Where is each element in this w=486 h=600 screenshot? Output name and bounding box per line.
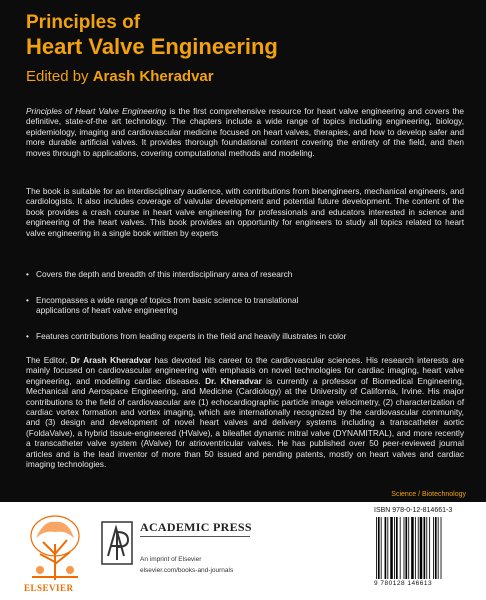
publisher-url: elsevier.com/books-and-journals	[140, 567, 234, 574]
bio-editor-name: Dr. Kheradvar	[205, 375, 262, 386]
bullet-item	[26, 269, 464, 279]
bio-editor-name: Dr Arash Kheradvar	[70, 355, 152, 365]
editor-credit	[26, 68, 214, 85]
edited-by-label: Edited by	[26, 68, 89, 85]
audience-paragraph: The book is suitable for an interdisciplinary audience, with contributions from bioengineers, mechanical engineers, and cardiologists. It also includes coverage of valvular development and potential future development. The content of the book provides a crash course in heart valve engineering for professionals and educators interested in science and engineering of the heart valves. This book provides an opportunity for engineers to study all topics related to heart valve engineering in a single book written by experts	[26, 186, 464, 238]
elsevier-wordmark: ELSEVIER	[24, 583, 74, 593]
academic-press-name: ACADEMIC PRESS	[140, 520, 252, 534]
elsevier-tree-logo-icon	[26, 510, 84, 586]
bullet-item	[26, 295, 464, 316]
title-line-2: Heart Valve Engineering	[26, 34, 278, 59]
intro-text: is the first comprehensive resource for heart valve engineering and covers the definitive, state-of-the art technology. The chapters include a wide range of topics including engineering, biology, epidemiology, imaging and cardiovascular medicine focused on heart valves, therapies, and how to develop safer and more durable artificial valves. It provides thorough foundational content covering the entirety of the field, and then moves through to applications, covering computational methods and modeling.	[26, 106, 464, 158]
intro-book-title: Principles of Heart Valve Engineering	[26, 106, 167, 116]
barcode-icon	[374, 517, 466, 579]
publisher-imprint: An imprint of Elsevier	[140, 556, 202, 563]
bullet-dot-icon: •	[26, 269, 29, 279]
bullet-text: Covers the depth and breadth of this interdisciplinary area of research	[36, 269, 293, 279]
bio-text: has devoted his career to the cardiovascular sciences. His research interests are mainly focused on cardiovascular engineering with emphasis on novel technologies for cardiac imaging, heart valve engineering, and modelling cardiac diseases.	[26, 355, 464, 386]
bullet-dot-icon: •	[26, 295, 29, 305]
category-label: Science / Biotechnology	[391, 491, 466, 498]
bullet-item	[26, 331, 464, 341]
editor-bio-paragraph	[26, 355, 464, 469]
bullet-dot-icon: •	[26, 331, 29, 341]
editor-name: Arash Kheradvar	[92, 68, 214, 85]
bio-text: is currently a professor of Biomedical Engineering, Mechanical and Aerospace Engineering, and Medicine (Cardiology) at the University of California, Irvine. His major contributions to the field of cardiovascular are (1) echocardiographic particle image velocimetry, (2) characterization of cardiac vortex formation and vortex imaging, which are internationally recognized by the cardiovascular community, and (3) design and development of novel heart valves and delivery systems including a transcatheter aortic (FoldaValve), a hybrid tissue-engineered (HValve), a bileaflet dynamic mitral valve (DYNAMITRAL), and more recently a transcatheter valve system (AValve) for atrioventricular valves. He has published over 50 peer-reviewed journal articles and is the lead inventor of more than 50 issued and pending patents, mostly on heart valves and cardiac imaging technologies.	[26, 375, 465, 470]
publisher-divider	[140, 536, 250, 537]
barcode-number: 9 780128 146613	[374, 580, 433, 587]
bullet-text: Encompasses a wide range of topics from basic science to translational applications of heart valve engineering	[36, 295, 299, 316]
intro-paragraph	[26, 106, 464, 158]
isbn-label: ISBN 978-0-12-814661-3	[374, 507, 453, 514]
bio-text: The Editor,	[26, 355, 71, 365]
bullet-text: Features contributions from leading experts in the field and heavily illustrates in color	[36, 331, 347, 341]
title-line-1: Principles of	[26, 12, 141, 33]
academic-press-logo-icon	[100, 520, 134, 566]
